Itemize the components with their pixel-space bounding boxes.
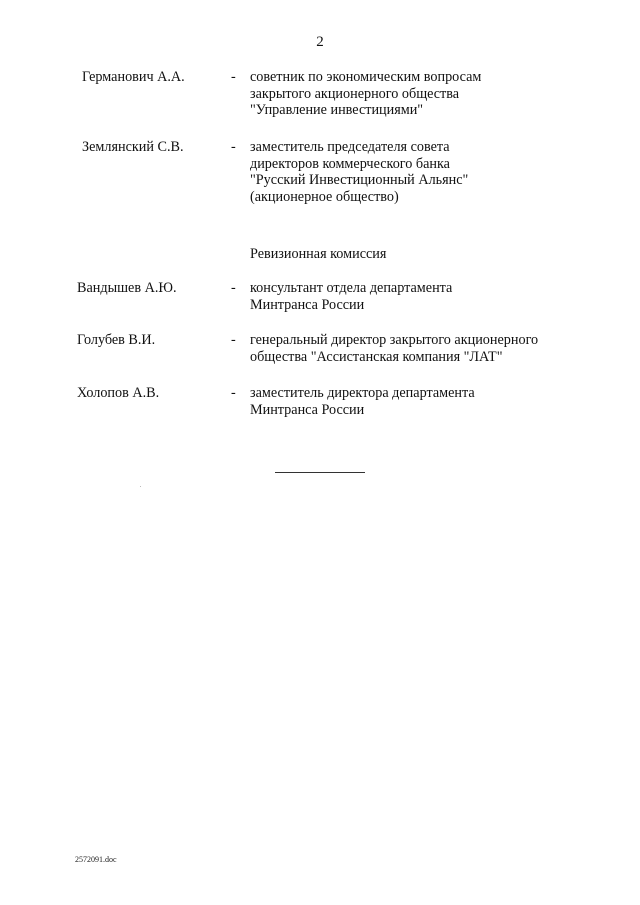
position-line: закрытого акционерного общества [250,85,460,102]
member-name: Вандышев А.Ю. [77,280,177,296]
separator-dash: - [231,69,236,85]
member-position [250,332,538,365]
separator-dash: - [231,280,236,296]
position-line: Минтранса России [250,401,365,418]
member-position [250,69,481,119]
member-name: Холопов А.В. [77,385,160,401]
position-line: консультант отдела департамента [250,280,453,296]
position-line: советник по экономическим вопросам [250,69,482,85]
file-name-footer: 2572091.doc [75,855,117,864]
member-name: Голубев В.И. [77,332,156,348]
separator-dash: - [231,332,236,348]
position-line: общества "Ассистанская компания "ЛАТ" [250,348,503,365]
separator-dash: - [231,139,236,155]
position-line: (акционерное общество) [250,188,399,205]
page-number: 2 [316,34,324,50]
position-line: "Русский Инвестиционный Альянс" [250,172,469,188]
position-line: Минтранса России [250,296,365,313]
section-title: Ревизионная комиссия [250,246,387,262]
member-name: Германович А.А. [82,69,185,85]
end-rule-divider [275,472,365,473]
position-line: заместитель председателя совета [250,139,450,155]
member-name: Землянский С.В. [82,139,184,155]
separator-dash: - [231,385,236,401]
position-line: заместитель директора департамента [250,385,475,401]
position-line: директоров коммерческого банка [250,155,450,172]
member-position [250,385,475,418]
member-position [250,139,468,205]
position-line: "Управление инвестициями" [250,102,424,118]
member-position [250,280,452,313]
position-line: генеральный директор закрытого акционерного [250,332,539,348]
scan-speck [140,486,141,487]
